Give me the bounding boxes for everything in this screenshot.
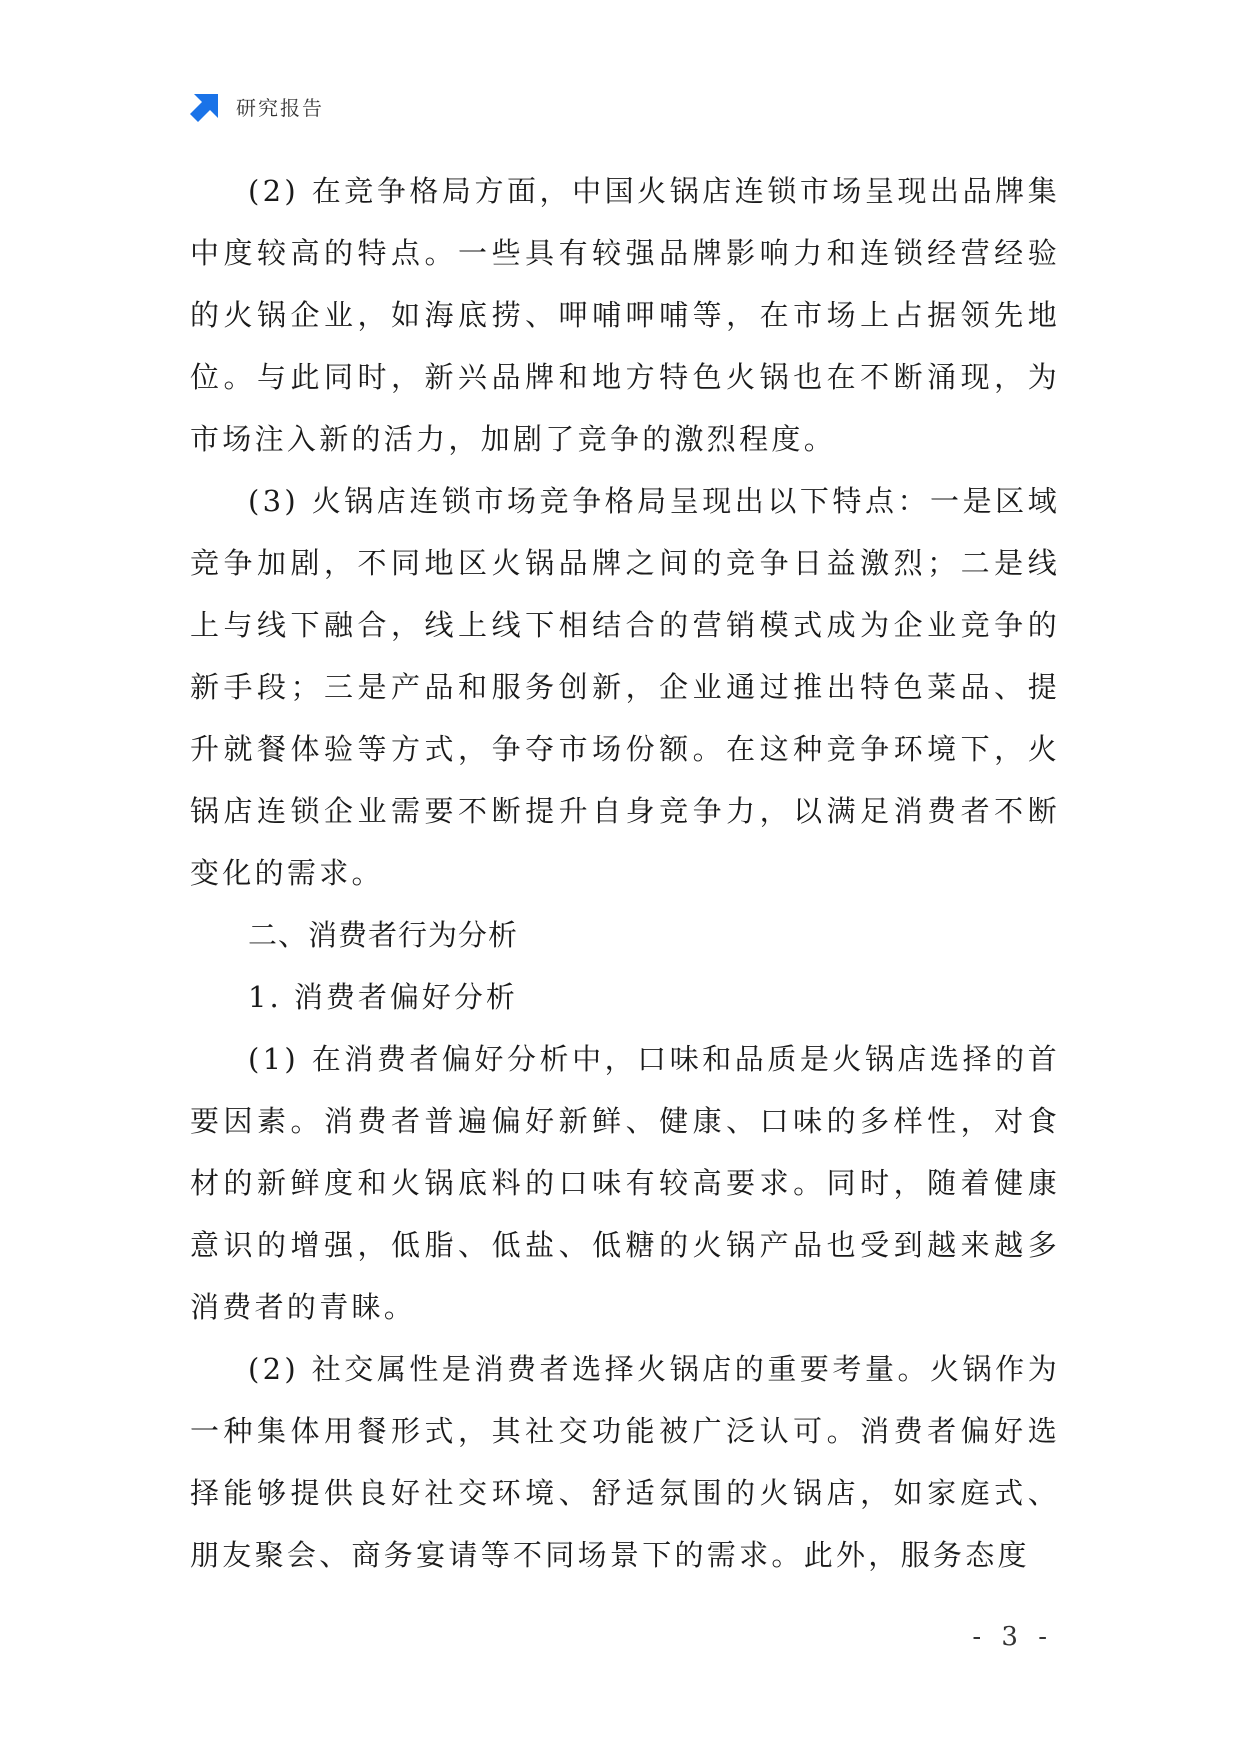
document-body: [190, 160, 1060, 1586]
document-header: [190, 88, 324, 124]
sub-heading: 1. 消费者偏好分析: [248, 980, 518, 1014]
arrow-up-right-icon: [190, 90, 222, 122]
header-title: 研究报告: [236, 95, 324, 120]
paragraph: (3) 火锅店连锁市场竞争格局呈现出以下特点：一是区域竞争加剧，不同地区火锅品牌之间的竞争日益激烈；二是线上与线下融合，线上线下相结合的营销模式成为企业竞争的新手段；三是产品和服务创新，企业通过推出特色菜品、提升就餐体验等方式，争夺市场份额。在这种竞争环境下，火锅店连锁企业需要不断提升自身竞争力，以满足消费者不断变化的需求。: [190, 484, 1060, 890]
section-heading: 二、消费者行为分析: [248, 918, 519, 952]
paragraph: (2) 在竞争格局方面，中国火锅店连锁市场呈现出品牌集中度较高的特点。一些具有较强品牌影响力和连锁经营经验的火锅企业，如海底捞、呷哺呷哺等，在市场上占据领先地位。与此同时，新兴品牌和地方特色火锅也在不断涌现，为市场注入新的活力，加剧了竞争的激烈程度。: [190, 174, 1060, 456]
paragraph: (2) 社交属性是消费者选择火锅店的重要考量。火锅作为一种集体用餐形式，其社交功能被广泛认可。消费者偏好选择能够提供良好社交环境、舒适氛围的火锅店，如家庭式、朋友聚会、商务宴请等不同场景下的需求。此外，服务态度: [190, 1352, 1060, 1572]
page-number: - 3 -: [972, 1622, 1053, 1652]
paragraph: (1) 在消费者偏好分析中，口味和品质是火锅店选择的首要因素。消费者普遍偏好新鲜、健康、口味的多样性，对食材的新鲜度和火锅底料的口味有较高要求。同时，随着健康意识的增强，低脂、低盐、低糖的火锅产品也受到越来越多消费者的青睐。: [190, 1042, 1060, 1324]
